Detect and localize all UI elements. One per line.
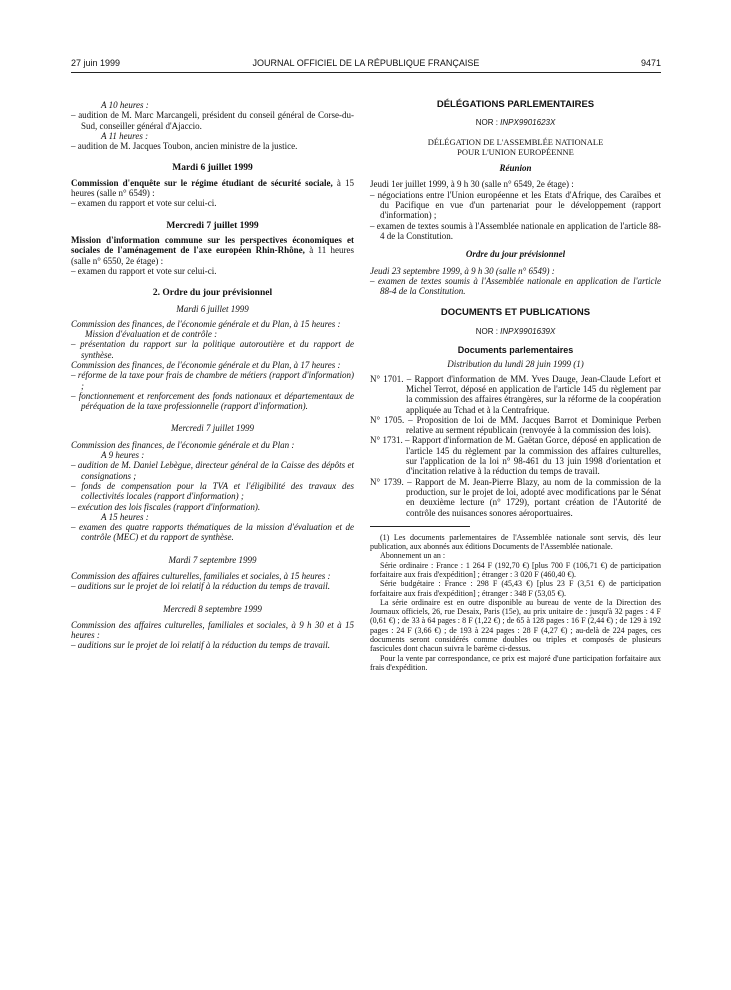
footnote-separator: [370, 526, 470, 527]
commission-entry: Commission des affaires culturelles, familiales et sociales, à 9 h 30 et à 15 heures :: [71, 619, 354, 641]
nor-label: NOR :: [475, 326, 498, 336]
meeting-entry: Jeudi 1er juillet 1999, à 9 h 30 (salle n° 6549, 2e étage) :: [370, 179, 574, 190]
subheading: Mission d'évaluation et de contrôle :: [85, 329, 218, 340]
agenda-item: – auditions sur le projet de loi relatif à la réduction du temps de travail.: [71, 581, 331, 592]
commission-entry: Commission des finances, de l'économie générale et du Plan, à 15 heures :: [71, 318, 341, 329]
document-entry: N° 1731. – Rapport d'information de M. Gaëtan Gorce, déposé en application de l'article 145 du règlement par la commission des affaires culturelles, sur l'application de la loi n° 98-461 du 13 juin 1998 d'orientation et d'incitation relative à la réduction du temps de travail.: [370, 435, 661, 477]
time-label: A 11 heures :: [101, 130, 149, 141]
nor-code: INPX9901623X: [500, 118, 556, 128]
nor-line: [370, 327, 661, 337]
agenda-item: – réforme de la taxe pour frais de chambre de métiers (rapport d'information) ;: [71, 370, 354, 391]
subsection-title: Documents parlementaires: [457, 345, 574, 356]
section-heading: 2. Ordre du jour prévisionnel: [152, 288, 273, 299]
right-column: [370, 100, 661, 672]
agenda-item: – audition de M. Marc Marcangeli, président du conseil général de Corse-du-Sud, conseiller général d'Ajaccio.: [71, 110, 354, 131]
agenda-item: – auditions sur le projet de loi relatif à la réduction du temps de travail.: [71, 640, 331, 651]
meeting-entry: Jeudi 23 septembre 1999, à 9 h 30 (salle n° 6549) :: [370, 265, 555, 276]
commission-entry: Commission des affaires culturelles, familiales et sociales, à 15 heures :: [71, 570, 331, 581]
commission-title: Commission d'enquête sur le régime étudiant de sécurité sociale,: [71, 177, 333, 188]
agenda-item: – négociations entre l'Union européenne et les Etats d'Afrique, des Caraïbes et du Pacifique en vue d'un partenariat pour le développement (rapport d'information) ;: [370, 189, 661, 221]
document-entry: N° 1705. – Proposition de loi de MM. Jacques Barrot et Dominique Perben relative au serment républicain (renvoyée à la commission des lois).: [370, 414, 661, 436]
mission-time: à 11 heures (salle n° 6550, 2e étage) :: [71, 245, 354, 266]
agenda-item: – fonds de compensation pour la TVA et l'éligibilité des travaux des collectivités locales (rapport d'information) ;: [71, 480, 354, 502]
mission-entry: [71, 235, 354, 266]
date-heading: Mercredi 7 juillet 1999: [166, 220, 259, 231]
footnote-text: Série ordinaire : France : 1 264 F (192,70 €) [plus 700 F (106,71 €) de participation forfaitaire aux frais d'expédition] ; étranger : 3 020 F (460,40 €).: [370, 560, 661, 579]
document-entry: N° 1701. – Rapport d'information de MM. Yves Dauge, Jean-Claude Lefort et Michel Terrot, déposé en application de l'article 145 du règlement par la commission des affaires étrangères, sur la réforme de la coopération appliquée au Tchad et à la Centrafrique.: [370, 373, 661, 415]
page-header: [71, 58, 661, 72]
footnote: [370, 533, 661, 672]
section-title: DÉLÉGATIONS PARLEMENTAIRES: [436, 99, 595, 110]
agenda-item: – examen de textes soumis à l'Assemblée nationale en application de l'article 88-4 de la Constitution.: [370, 220, 661, 241]
header-page-number: 9471: [640, 58, 661, 68]
distribution-line: Distribution du lundi 28 juin 1999 (1): [447, 359, 584, 370]
nor-label: NOR :: [475, 118, 498, 128]
header-journal-title: JOURNAL OFFICIEL DE LA RÉPUBLIQUE FRANÇAISE: [252, 58, 480, 68]
commission-time: à 15 heures (salle n° 6549) :: [71, 177, 354, 199]
date-heading: Mardi 7 septembre 1999: [168, 554, 257, 565]
left-column: [71, 100, 354, 651]
time-label: A 10 heures :: [101, 100, 149, 110]
commission-entry: Commission des finances, de l'économie générale et du Plan, à 17 heures :: [71, 359, 341, 370]
header-date: 27 juin 1999: [71, 58, 121, 68]
delegation-name: DÉLÉGATION DE L'ASSEMBLÉE NATIONALE: [427, 136, 604, 147]
date-heading: Mardi 6 juillet 1999: [172, 163, 253, 174]
nor-line: [370, 118, 661, 128]
date-heading: Mercredi 8 septembre 1999: [163, 603, 262, 614]
mission-title: Mission d'information commune sur les perspectives économiques et sociales de l'aménagement de l'axe européen Rhin-Rhône,: [71, 234, 354, 256]
nor-code: INPX9901639X: [500, 326, 556, 336]
agenda-item: – examen du rapport et vote sur celui-ci.: [71, 265, 217, 276]
commission-entry: Commission des finances, de l'économie générale et du Plan :: [71, 439, 295, 450]
agenda-item: – exécution des lois fiscales (rapport d'information).: [71, 501, 261, 512]
agenda-item: – examen du rapport et vote sur celui-ci.: [71, 198, 217, 209]
date-heading: Mardi 6 juillet 1999: [176, 304, 249, 315]
section-title: DOCUMENTS ET PUBLICATIONS: [440, 307, 591, 319]
agenda-item: – audition de M. Daniel Lebègue, directeur général de la Caisse des dépôts et consignations ;: [71, 460, 354, 481]
footnote-text: (1) Les documents parlementaires de l'Assemblée nationale sont servis, dès leur publication, aux abonnés aux éditions Documents de l'Assemblée nationale.: [370, 532, 661, 552]
subheading: Ordre du jour prévisionnel: [465, 249, 566, 260]
agenda-item: – audition de M. Jacques Toubon, ancien ministre de la justice.: [71, 141, 298, 152]
header-rule: [71, 72, 661, 73]
agenda-item: – fonctionnement et renforcement des fonds nationaux et départementaux de péréquation de la taxe professionnelle (rapport d'information).: [71, 390, 354, 412]
agenda-item: – examen des quatre rapports thématiques de la mission d'évaluation et de contrôle (MEC) et du rapport de synthèse.: [71, 522, 354, 543]
date-heading: Mercredi 7 juillet 1999: [170, 423, 255, 434]
delegation-name: POUR L'UNION EUROPÉENNE: [457, 146, 574, 157]
commission-entry: [71, 178, 354, 199]
agenda-item: – présentation du rapport sur la politique autoroutière et du rapport de synthèse.: [71, 339, 354, 360]
subheading: Réunion: [499, 163, 532, 174]
footnote-text: Pour la vente par correspondance, ce prix est majoré d'une participation forfaitaire aux frais d'expédition.: [370, 653, 661, 672]
time-label: A 15 heures :: [101, 511, 149, 522]
time-label: A 9 heures :: [101, 450, 145, 461]
footnote-text: Abonnement un an :: [380, 551, 446, 561]
document-entry: N° 1739. – Rapport de M. Jean-Pierre Blazy, au nom de la commission de la production, sur le projet de loi, adopté avec modifications par le Sénat en deuxième lecture (n° 1729), portant création de l'Autorité de contrôle des nuisances sonores aéroportuaires.: [370, 476, 661, 518]
footnote-text: Série budgétaire : France : 298 F (45,43 €) [plus 23 F (3,51 €) de participation forfaitaire aux frais d'expédition] ; étranger : 348 F (53,05 €).: [370, 579, 661, 598]
footnote-text: La série ordinaire est en outre disponible au bureau de vente de la Direction des Journaux officiels, 26, rue Desaix, Paris (15e), au prix unitaire de : jusqu'à 32 pages : 4 F (0,61 €) ; de 33 à 64 pages : 8 F (1,22 €) ; de 65 à 128 pages : 16 F (2,44 €) ; de 129 à 192 pages : 24 F (3,66 €) ; de 193 à 224 pages : 28 F (4,27 €) ; au-delà de 224 pages, ces documents seront considérés comme doubles ou triples et composés de plusieurs fascicules dont chacun suivra le barème ci-dessus.: [370, 597, 661, 654]
agenda-item: – examen de textes soumis à l'Assemblée nationale en application de l'article 88-4 de la Constitution.: [370, 275, 661, 297]
